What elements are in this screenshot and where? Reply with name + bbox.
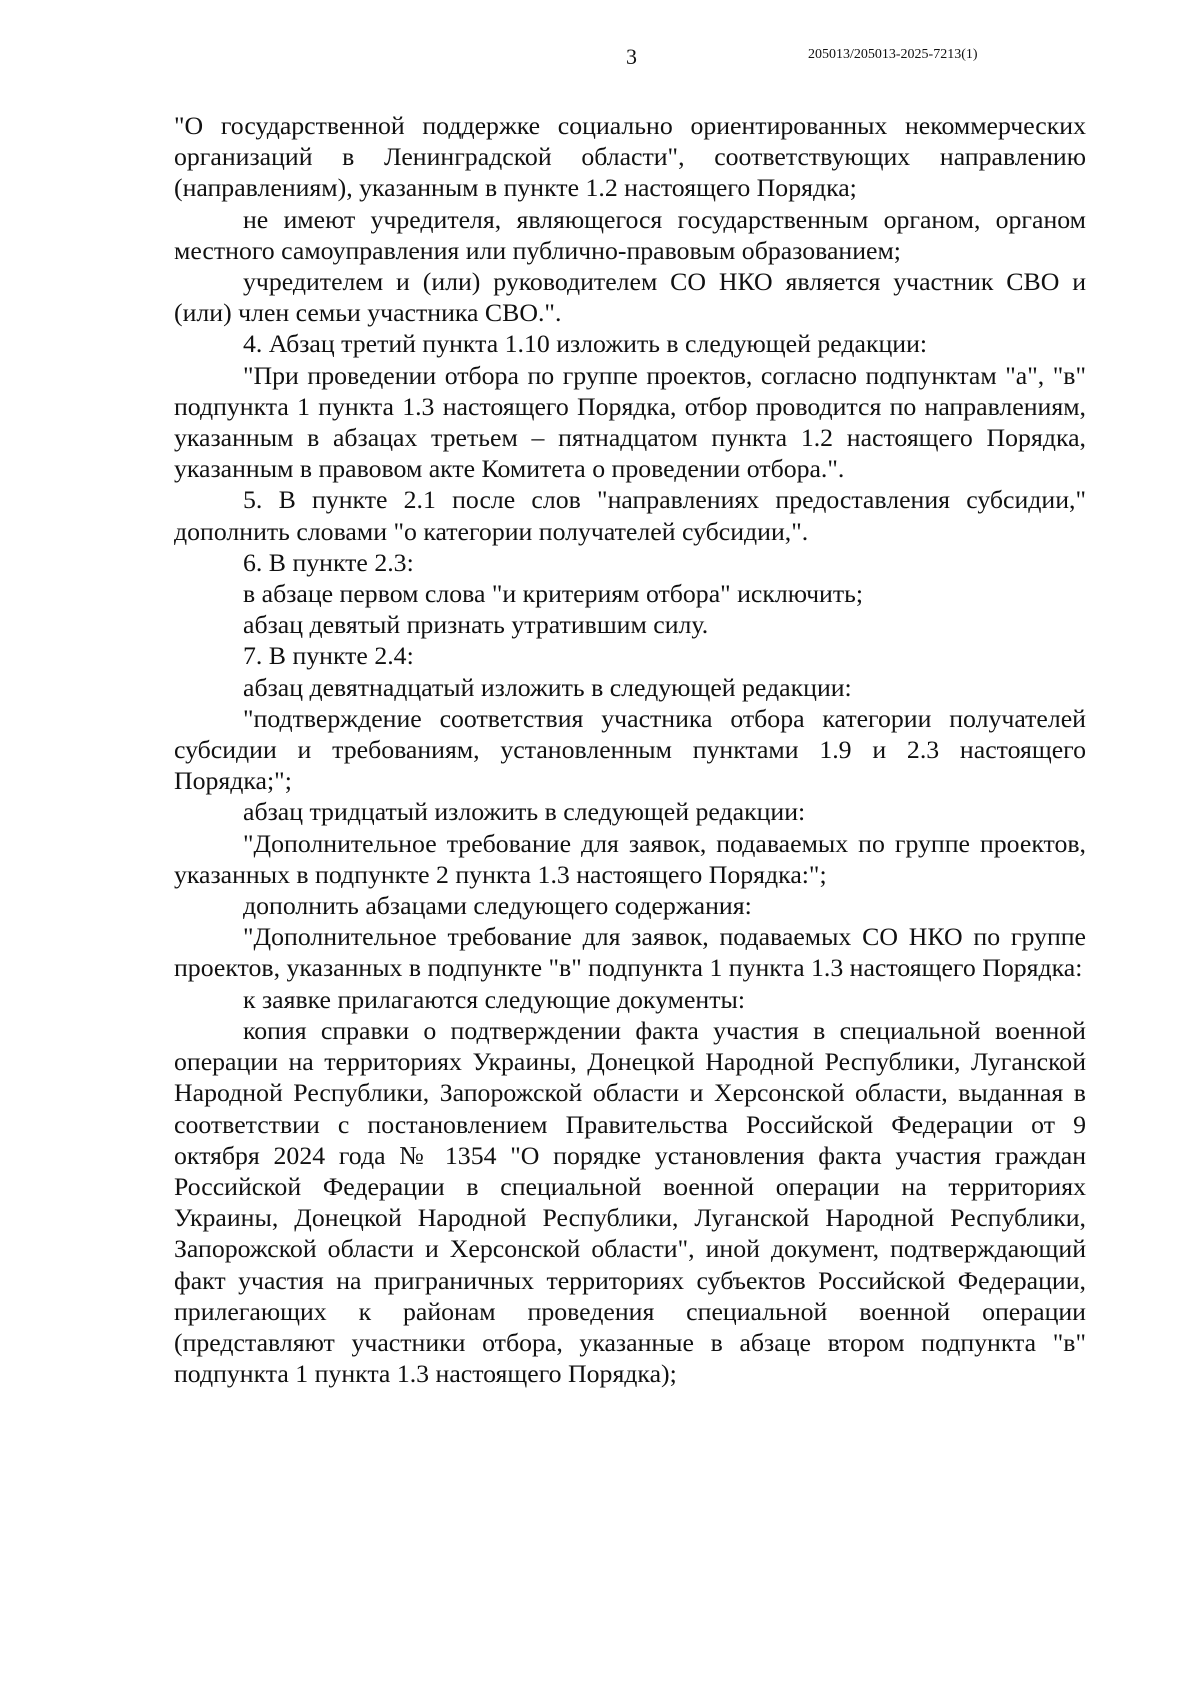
paragraph: абзац девятнадцатый изложить в следующей редакции:: [243, 672, 852, 702]
paragraph: "При проведении отбора по группе проектов, согласно подпунктам "а", "в" подпункта 1 пункта 1.3 настоящего Порядка, отбор проводится по направлениям, указанным в абзацах третьем – пятнадцатом пункта 1.2 настоящего Порядка, указанным в правовом акте Комитета о проведении отбора.".: [174, 360, 1086, 484]
paragraph: 7. В пункте 2.4:: [243, 641, 414, 671]
page-number: 3: [626, 44, 637, 69]
paragraph: 6. В пункте 2.3:: [243, 547, 414, 577]
paragraph: к заявке прилагаются следующие документы:: [243, 984, 746, 1014]
paragraph: учредителем и (или) руководителем СО НКО является участник СВО и (или) член семьи участника СВО.".: [174, 267, 1086, 328]
paragraph: абзац девятый признать утратившим силу.: [243, 610, 709, 640]
paragraph: "О государственной поддержке социально ориентированных некоммерческих организаций в Ленинградской области", соответствующих направлению (направлениям), указанным в пункте 1.2 настоящего Порядка;: [174, 111, 1086, 203]
paragraph: не имеют учредителя, являющегося государственным органом, органом местного самоуправления или публично-правовым образованием;: [174, 204, 1086, 265]
paragraph: абзац тридцатый изложить в следующей редакции:: [243, 797, 806, 827]
paragraph: "Дополнительное требование для заявок, подаваемых СО НКО по группе проектов, указанных в подпункте "в" подпункта 1 пункта 1.3 настоящего Порядка:: [174, 922, 1086, 983]
paragraph: "подтверждение соответствия участника отбора категории получателей субсидии и требованиям, установленным пунктами 1.9 и 2.3 настоящего Порядка;";: [174, 703, 1086, 796]
paragraph: 4. Абзац третий пункта 1.10 изложить в следующей редакции:: [243, 329, 928, 359]
paragraph: дополнить абзацами следующего содержания:: [243, 891, 752, 921]
paragraph: 5. В пункте 2.1 после слов "направлениях предоставления субсидии," дополнить словами "о категории получателей субсидии,".: [174, 485, 1086, 546]
document-body: [174, 110, 1086, 1389]
paragraph: в абзаце первом слова "и критериям отбора" исключить;: [243, 579, 864, 609]
paragraph: копия справки о подтверждении факта участия в специальной военной операции на территориях Украины, Донецкой Народной Республики, Луганской Народной Республики, Запорожской области и Херсонской области, выданная в соответствии с постановлением Правительства Российской Федерации от 9 октября 2024 года № 1354 "О порядке установления факта участия граждан Российской Федерации в специальной военной операции на территориях Украины, Донецкой Народной Республики, Луганской Народной Республики, Запорожской области и Херсонской области", иной документ, подтверждающий факт участия на приграничных территориях субъектов Российской Федерации, прилегающих к районам проведения специальной военной операции (представляют участники отбора, указанные в абзаце втором подпункта "в" подпункта 1 пункта 1.3 настоящего Порядка);: [174, 1015, 1086, 1389]
document-id: 205013/205013-2025-7213(1): [808, 47, 978, 62]
paragraph: "Дополнительное требование для заявок, подаваемых по группе проектов, указанных в подпункте 2 пункта 1.3 настоящего Порядка:";: [174, 828, 1086, 889]
